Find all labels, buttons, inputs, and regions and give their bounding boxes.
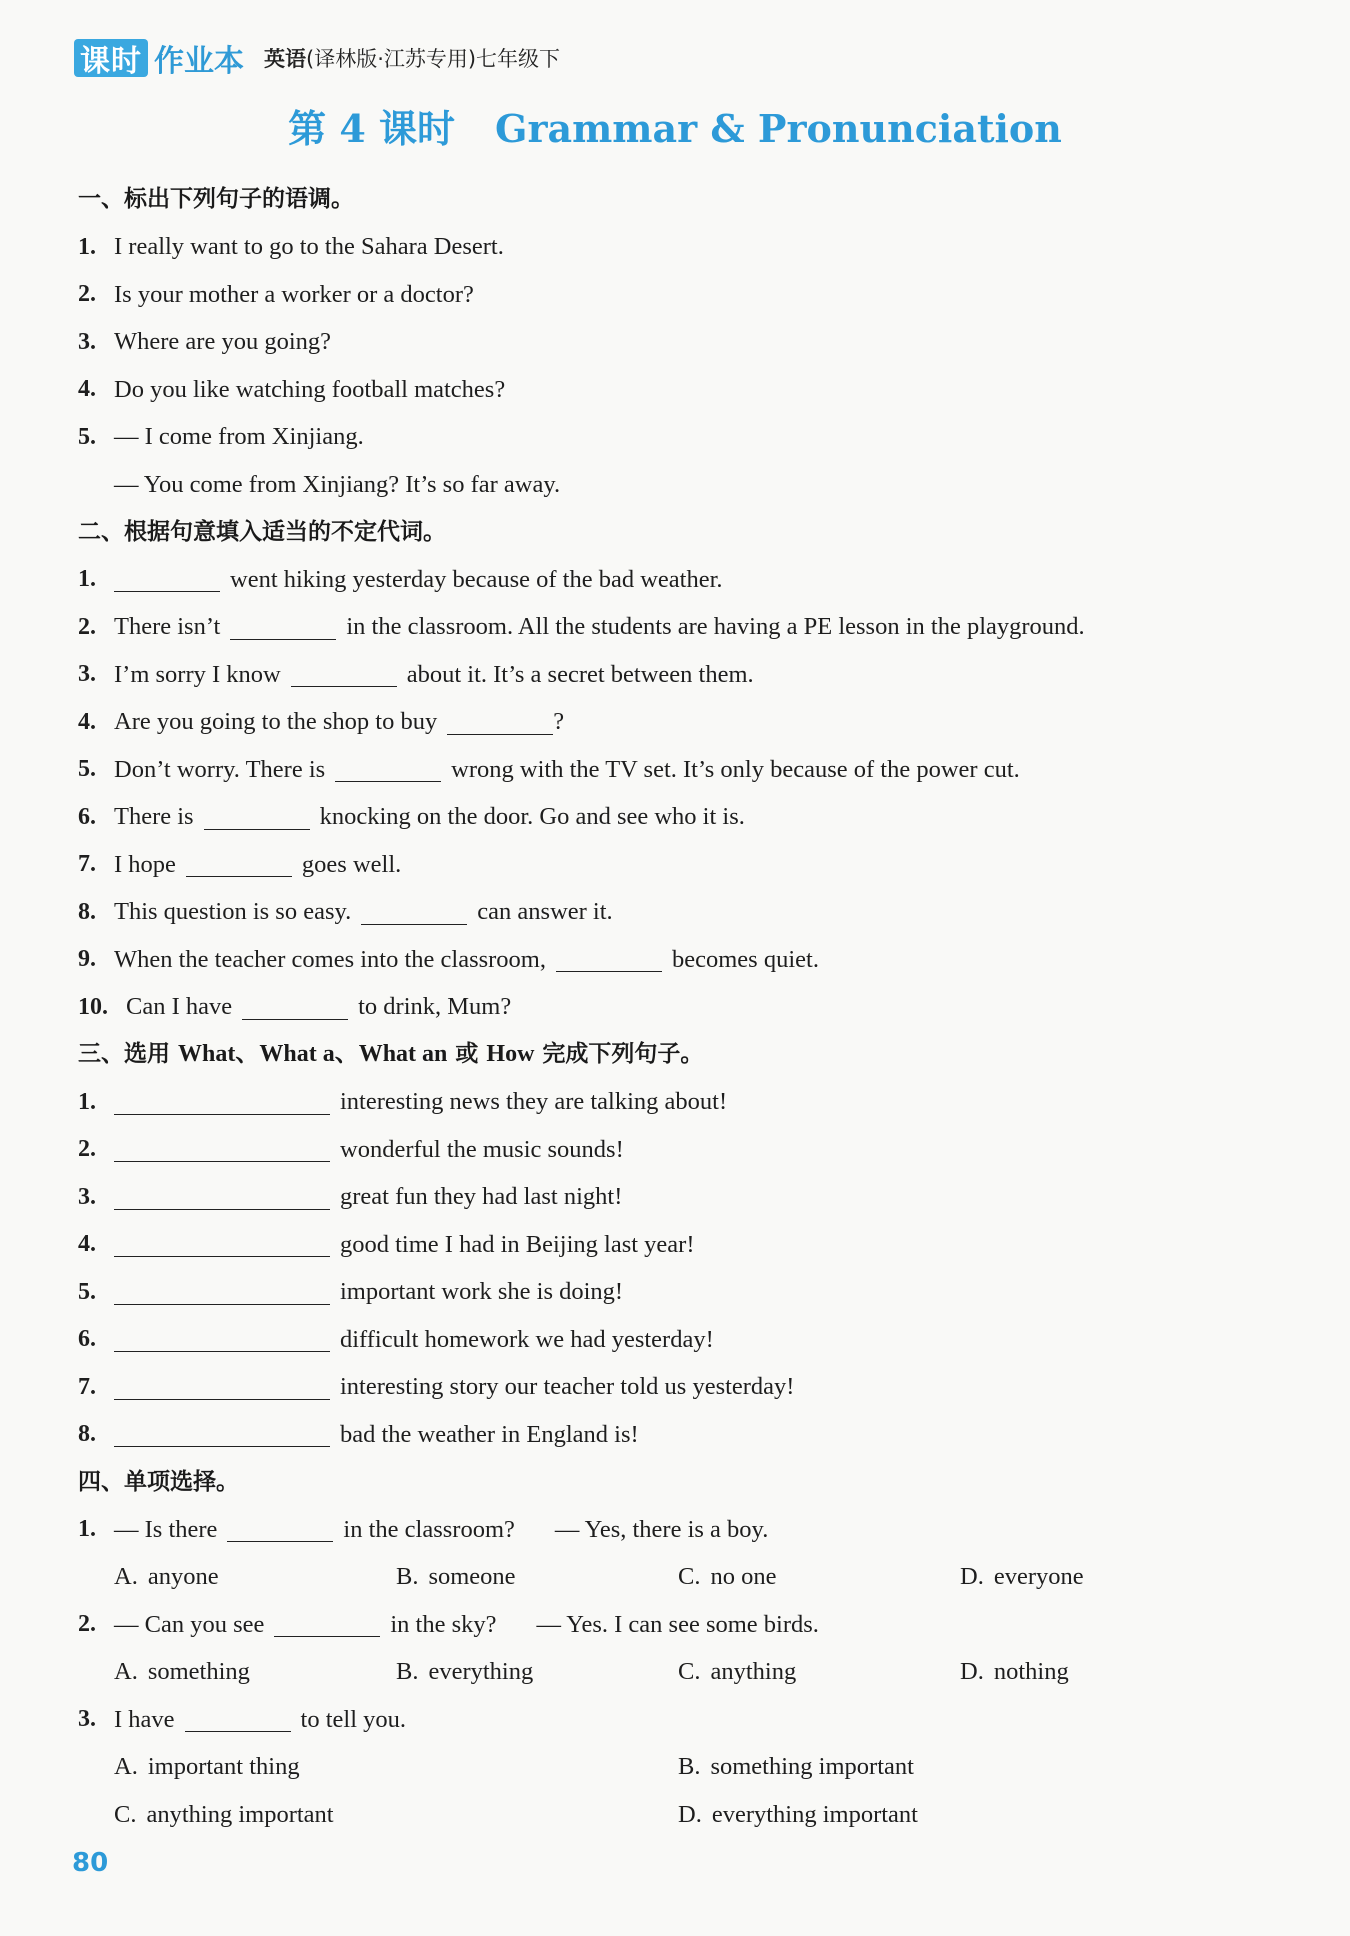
section-3-heading: 三、选用 What、What a、What an 或 How 完成下列句子。: [78, 1041, 704, 1067]
page-header: [74, 36, 560, 80]
section-2-heading: 二、根据句意填入适当的不定代词。: [78, 518, 446, 545]
list-item: 3. great fun they had last night!: [78, 1183, 623, 1211]
option-b[interactable]: B. someone: [396, 1563, 516, 1591]
list-item: 3. Where are you going?: [78, 328, 331, 356]
list-item: 2. Is your mother a worker or a doctor?: [78, 280, 474, 308]
list-item: 6. There is knocking on the door. Go and see who it is.: [78, 803, 745, 831]
answer-blank[interactable]: [114, 1232, 330, 1257]
list-item: 10. Can I have to drink, Mum?: [78, 993, 512, 1021]
list-item: 7. interesting story our teacher told us yesterday!: [78, 1373, 795, 1401]
option-a[interactable]: A. important thing: [114, 1753, 300, 1781]
list-item: 8. This question is so easy. can answer it.: [78, 898, 613, 926]
answer-blank[interactable]: [335, 757, 441, 782]
answer-blank[interactable]: [447, 710, 553, 735]
question-2: 2. — Can you see in the sky? — Yes. I can see some birds.: [78, 1610, 819, 1638]
answer-blank[interactable]: [227, 1517, 333, 1542]
page-number: 80: [72, 1848, 109, 1878]
options-1: [78, 1554, 1278, 1602]
list-item: 1. went hiking yesterday because of the bad weather.: [78, 565, 723, 593]
list-item: 4. Do you like watching football matches?: [78, 375, 506, 403]
series-logo: [74, 36, 244, 80]
book-info: [264, 43, 560, 73]
options-3-row-1: [78, 1744, 1278, 1792]
list-item: 3. I’m sorry I know about it. It’s a secret between them.: [78, 660, 754, 688]
list-item: 2. wonderful the music sounds!: [78, 1135, 624, 1163]
answer-blank[interactable]: [114, 1375, 330, 1400]
list-item: 5. Don’t worry. There is wrong with the TV set. It’s only because of the power cut.: [78, 755, 1020, 783]
list-item: 5. — I come from Xinjiang.: [78, 423, 364, 451]
list-item: 5. important work she is doing!: [78, 1278, 624, 1306]
list-item: 6. difficult homework we had yesterday!: [78, 1325, 714, 1353]
list-item: 2. There isn’t in the classroom. All the students are having a PE lesson in the playground.: [78, 613, 1085, 641]
exercise-content: [78, 176, 1278, 1839]
answer-blank[interactable]: [186, 852, 292, 877]
lesson-number: 第 4 课时: [288, 106, 455, 151]
option-d[interactable]: D. everything important: [678, 1800, 918, 1828]
list-item: 4. good time I had in Beijing last year!: [78, 1230, 695, 1258]
answer-blank[interactable]: [114, 1090, 330, 1115]
answer-blank[interactable]: [242, 995, 348, 1020]
list-item: 9. When the teacher comes into the classroom, becomes quiet.: [78, 945, 819, 973]
answer-blank[interactable]: [556, 947, 662, 972]
option-a[interactable]: A. anyone: [114, 1563, 219, 1591]
lesson-title: [0, 98, 1350, 153]
option-c[interactable]: C. anything: [678, 1658, 797, 1686]
lesson-name: Grammar & Pronunciation: [495, 106, 1062, 151]
answer-blank[interactable]: [114, 1137, 330, 1162]
answer-blank[interactable]: [204, 805, 310, 830]
answer-blank[interactable]: [361, 900, 467, 925]
options-3-row-2: [78, 1791, 1278, 1839]
question-1: 1. — Is there in the classroom? — Yes, there is a boy.: [78, 1515, 769, 1543]
answer-blank[interactable]: [114, 1280, 330, 1305]
answer-blank[interactable]: [230, 615, 336, 640]
list-item: 1. I really want to go to the Sahara Desert.: [78, 233, 504, 261]
list-item: 8. bad the weather in England is!: [78, 1420, 639, 1448]
section-1-heading: 一、标出下列句子的语调。: [78, 186, 354, 212]
answer-blank[interactable]: [114, 1327, 330, 1352]
list-item: — You come from Xinjiang? It’s so far away.: [114, 470, 561, 498]
list-item: 4. Are you going to the shop to buy ?: [78, 708, 565, 736]
option-d[interactable]: D. nothing: [960, 1658, 1069, 1686]
option-c[interactable]: C. no one: [678, 1563, 777, 1591]
list-item: 7. I hope goes well.: [78, 850, 402, 878]
option-b[interactable]: B. something important: [678, 1753, 914, 1781]
answer-blank[interactable]: [114, 1422, 330, 1447]
section-4-heading: 四、单项选择。: [78, 1468, 239, 1495]
option-a[interactable]: A. something: [114, 1658, 250, 1686]
options-2: [78, 1649, 1278, 1697]
logo-text: 作业本: [154, 44, 244, 79]
list-item: 1. interesting news they are talking about!: [78, 1088, 728, 1116]
answer-blank[interactable]: [114, 1185, 330, 1210]
answer-blank[interactable]: [274, 1612, 380, 1637]
option-c[interactable]: C. anything important: [114, 1800, 334, 1828]
question-3: 3. I have to tell you.: [78, 1705, 407, 1733]
answer-blank[interactable]: [185, 1707, 291, 1732]
option-b[interactable]: B. everything: [396, 1658, 534, 1686]
edition-label: (译林版·江苏专用)七年级下: [306, 47, 561, 71]
option-d[interactable]: D. everyone: [960, 1563, 1084, 1591]
subject-label: 英语: [264, 47, 306, 71]
answer-blank[interactable]: [291, 662, 397, 687]
logo-badge: 课时: [74, 39, 148, 77]
answer-blank[interactable]: [114, 567, 220, 592]
